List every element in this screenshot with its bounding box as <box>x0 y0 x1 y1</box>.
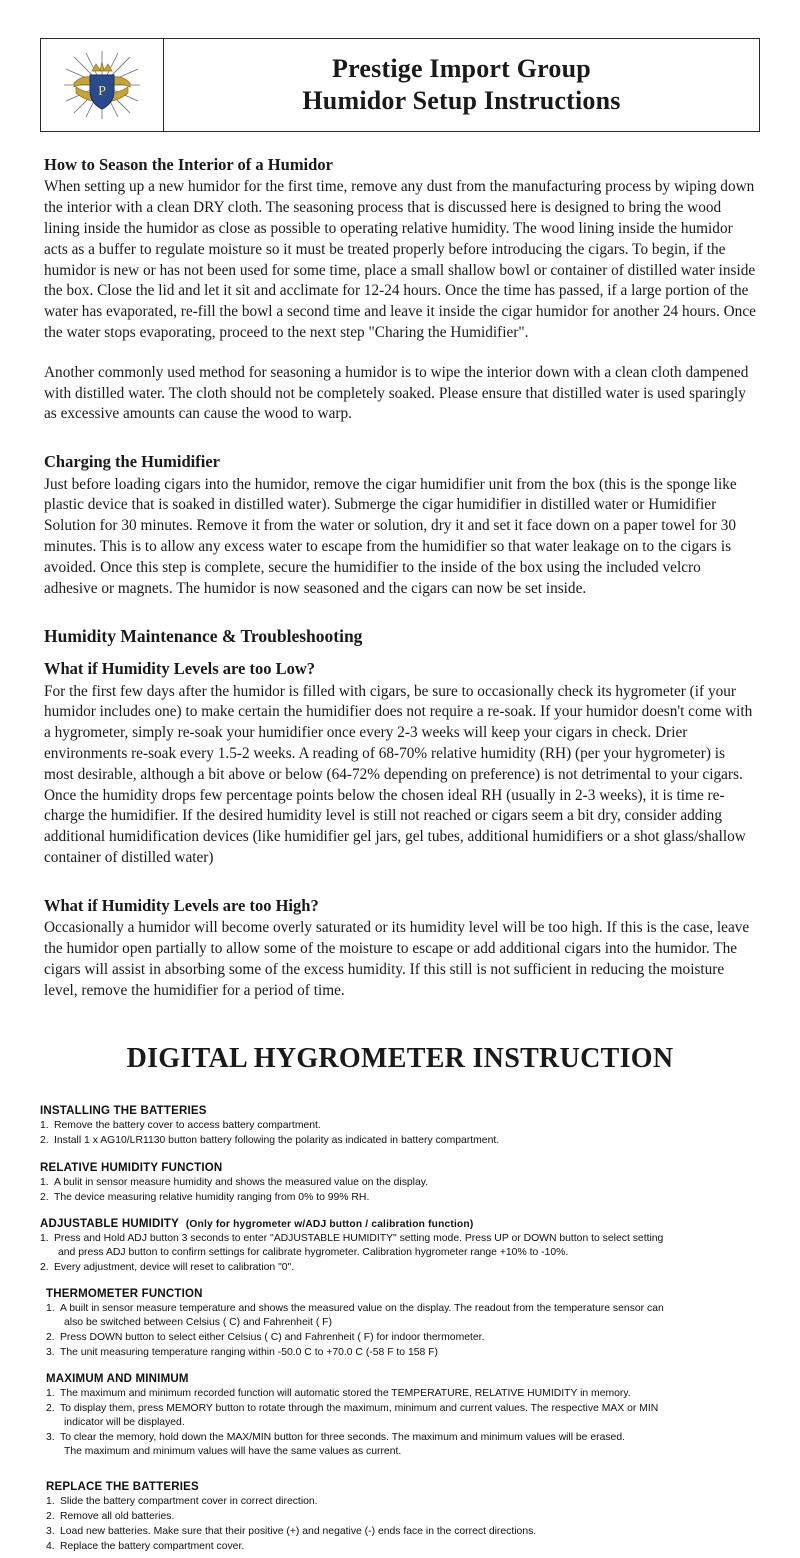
manual-block-heading-text: ADJUSTABLE HUMIDITY <box>40 1217 180 1230</box>
header-title <box>164 39 759 131</box>
manual-block-adjustable-humidity <box>40 1218 760 1275</box>
manual-list-item <box>40 1134 760 1148</box>
list-text: The maximum and minimum recorded function will automatic stored the TEMPERATURE, RELATIVE HUMIDITY in memory. <box>60 1387 631 1399</box>
section-paragraph: When setting up a new humidor for the first time, remove any dust from the manufacturing process by wiping down the interior with a clean DRY cloth. The seasoning process that is discussed here is designed to bring the wood lining inside the humidor as close as possible to operating relative humidity. The wood lining inside the humidor acts as a buffer to regulate moisture so it must be treated properly before introducing the cigars. To begin, if the humidor is new or has not been used for some time, place a small shallow bowl or container of distilled water inside the box. Close the lid and let it sit and acclimate for 12-24 hours. Once the time has passed, if a large portion of the water has evaporated, re-fill the bowl a second time and leave it inside the cigar humidor for another 24 hours. Once the water stops evaporating, proceed to the next step "Charing the Humidifier". <box>44 178 756 342</box>
manual-list-item <box>40 1525 760 1539</box>
list-number: 1. <box>46 1387 55 1399</box>
list-text: Install 1 x AG10/LR1130 button battery following the polarity as indicated in battery compartment. <box>54 1135 500 1147</box>
section-paragraph: Occasionally a humidor will become overly saturated or its humidity level will be too high. If this is the case, leave the humidor open partially to allow some of the moisture to escape or add additional cigars into the humidor. The cigars will assist in absorbing some of the excess humidity. If this still is not sufficient in reducing the moisture level, remove the humidifier for a period of time. <box>44 919 750 999</box>
list-text: The device measuring relative humidity ranging from 0% to 99% RH. <box>54 1191 370 1203</box>
manual-block-list <box>40 1387 760 1459</box>
document-page <box>0 38 800 1558</box>
list-text: Every adjustment, device will reset to calibration "0". <box>54 1261 295 1273</box>
list-number: 1. <box>40 1176 49 1188</box>
list-text: To display them, press MEMORY button to rotate through the maximum, minimum and current values. The respective MAX or MIN <box>60 1402 659 1414</box>
manual-block-replace-batteries <box>40 1481 760 1554</box>
manual-block-heading: THERMOMETER FUNCTION <box>46 1287 203 1300</box>
list-text: A built in sensor measure temperature and shows the measured value on the display. The readout from the temperature sensor can <box>60 1302 664 1314</box>
section-heading-season: How to Season the Interior of a Humidor <box>44 155 333 174</box>
list-number: 1. <box>40 1120 49 1132</box>
manual-list-item <box>40 1346 760 1360</box>
manual-block-heading: RELATIVE HUMIDITY FUNCTION <box>40 1161 223 1174</box>
document-header <box>40 38 760 132</box>
prestige-import-group-crest-icon <box>56 49 148 121</box>
manual-block-heading: INSTALLING THE BATTERIES <box>40 1105 207 1118</box>
list-text: Press and Hold ADJ button 3 seconds to enter "ADJUSTABLE HUMIDITY" setting mode. Press UP or DOWN button to select setting <box>54 1232 664 1244</box>
header-title-line-2: Humidor Setup Instructions <box>302 86 621 115</box>
manual-list-item <box>40 1540 760 1554</box>
section-heading-low-humidity: What if Humidity Levels are too Low? <box>44 659 316 679</box>
manual-block-heading: REPLACE THE BATTERIES <box>46 1481 199 1494</box>
list-number: 2. <box>46 1402 55 1414</box>
manual-block-relative-humidity <box>40 1162 760 1205</box>
manual-block-heading: MAXIMUM AND MINIMUM <box>46 1372 189 1385</box>
manual-block-list <box>40 1176 760 1205</box>
header-title-line-1: Prestige Import Group <box>332 53 591 83</box>
manual-list-item <box>40 1119 760 1133</box>
manual-list-item <box>40 1261 760 1275</box>
list-text: Slide the battery compartment cover in correct direction. <box>60 1496 318 1508</box>
list-number: 1. <box>46 1496 55 1508</box>
list-number: 2. <box>40 1261 49 1273</box>
manual-list-item <box>40 1302 760 1330</box>
list-text-continued: also be switched between Celsius ( C) and Fahrenheit ( F) <box>64 1316 332 1328</box>
list-number: 2. <box>40 1191 49 1203</box>
manual-list-item <box>40 1431 760 1459</box>
list-number: 4. <box>46 1541 55 1553</box>
list-text: A bulit in sensor measure humidity and shows the measured value on the display. <box>54 1176 429 1188</box>
manual-block-list <box>40 1302 760 1360</box>
section-paragraph: For the first few days after the humidor is filled with cigars, be sure to occasionally check its hygrometer (if your humidor includes one) to make certain the humidifier does not require a re-soak. If your humidor doesn't come with a hygrometer, simply re-soak your humidifier once every 2-3 weeks will keep your cigars in check. Drier environments re-soak every 1.5-2 weeks. A reading of 68-70% relative humidity (RH) (per your hygrometer) is most desirable, although a bit above or below (64-72% depending on preference) is not detrimental to your cigars. Once the humidity drops few percentage points below the chosen ideal RH (usually in 2-3 weeks), it is time re-charge the humidifier. If the desired humidity level is still not reached or cigars seem a bit dry, consider adding additional humidification devices (like humidifier gel jars, gel tubes, additional humidifiers or a shot glass/shallow container of distilled water) <box>44 682 753 866</box>
manual-block-list <box>40 1495 760 1554</box>
list-text: Remove the battery cover to access battery compartment. <box>54 1120 321 1132</box>
list-number: 1. <box>40 1232 49 1244</box>
manual-list-item <box>40 1510 760 1524</box>
manual-list-item <box>40 1191 760 1205</box>
section-paragraph: Just before loading cigars into the humidor, remove the cigar humidifier unit from the box (this is the sponge like plastic device that is soaked in distilled water). Submerge the cigar humidifier in distilled water or Humidifier Solution for 30 minutes. Remove it from the water or solution, dry it and set it face down on a paper towel for 30 minutes. This is to allow any excess water to escape from the humidifier so that water leakage on to the cigars is avoided. Once this step is complete, secure the humidifier to the inside of the box using the included velcro adhesive or magnets. The humidor is now seasoned and the cigars can now be set inside. <box>44 475 737 597</box>
list-text-continued: The maximum and minimum values will have the same values as current. <box>64 1446 402 1458</box>
section-paragraph: Another commonly used method for seasoning a humidor is to wipe the interior down with a clean cloth dampened with distilled water. The cloth should not be completely soaked. Please ensure that distilled water is used sparingly as excessive amounts can cause the wood to warp. <box>44 363 749 423</box>
list-text: Replace the battery compartment cover. <box>60 1541 245 1553</box>
list-text: Load new batteries. Make sure that their positive (+) and negative (-) ends face in the correct directions. <box>60 1526 537 1538</box>
list-text-continued: indicator will be displayed. <box>64 1417 185 1429</box>
document-body <box>44 154 756 1001</box>
section-heading-high-humidity: What if Humidity Levels are too High? <box>44 895 319 915</box>
manual-title: DIGITAL HYGROMETER INSTRUCTION <box>126 1043 674 1075</box>
manual-block-heading-note: (Only for hygrometer w/ADJ button / calibration function) <box>185 1218 474 1230</box>
manual-block-heading <box>40 1218 760 1230</box>
manual-list-item <box>40 1176 760 1190</box>
list-number: 1. <box>46 1302 55 1314</box>
manual-list-item <box>40 1331 760 1345</box>
list-text: The unit measuring temperature ranging within -50.0 C to +70.0 C (-58 F to 158 F) <box>60 1346 439 1358</box>
manual-list-item <box>40 1402 760 1430</box>
manual-block-installing-batteries <box>40 1105 760 1148</box>
list-number: 3. <box>46 1526 55 1538</box>
manual-block-max-min <box>40 1373 760 1459</box>
manual-list-item <box>40 1232 760 1260</box>
list-text-continued: and press ADJ button to confirm settings for calibrate hygrometer. Calibration hygrometer range +10% to -10%. <box>58 1246 569 1258</box>
section-heading-maintenance: Humidity Maintenance & Troubleshooting <box>44 626 363 647</box>
manual-block-list <box>40 1232 760 1275</box>
list-text: Press DOWN button to select either Celsius ( C) and Fahrenheit ( F) for indoor thermometer. <box>60 1331 485 1343</box>
section-heading-charging: Charging the Humidifier <box>44 452 220 472</box>
list-number: 3. <box>46 1346 55 1358</box>
header-logo-cell <box>41 39 164 131</box>
list-number: 2. <box>46 1331 55 1343</box>
hygrometer-manual <box>40 1105 760 1554</box>
list-text: Remove all old batteries. <box>60 1511 175 1523</box>
list-text: To clear the memory, hold down the MAX/MIN button for three seconds. The maximum and minimum values will be erased. <box>60 1432 625 1444</box>
list-number: 2. <box>46 1511 55 1523</box>
list-number: 3. <box>46 1432 55 1444</box>
manual-list-item <box>40 1387 760 1401</box>
manual-block-thermometer <box>40 1288 760 1360</box>
manual-block-list <box>40 1119 760 1148</box>
manual-list-item <box>40 1495 760 1509</box>
svg-text:P: P <box>98 84 106 99</box>
list-number: 2. <box>40 1135 49 1147</box>
